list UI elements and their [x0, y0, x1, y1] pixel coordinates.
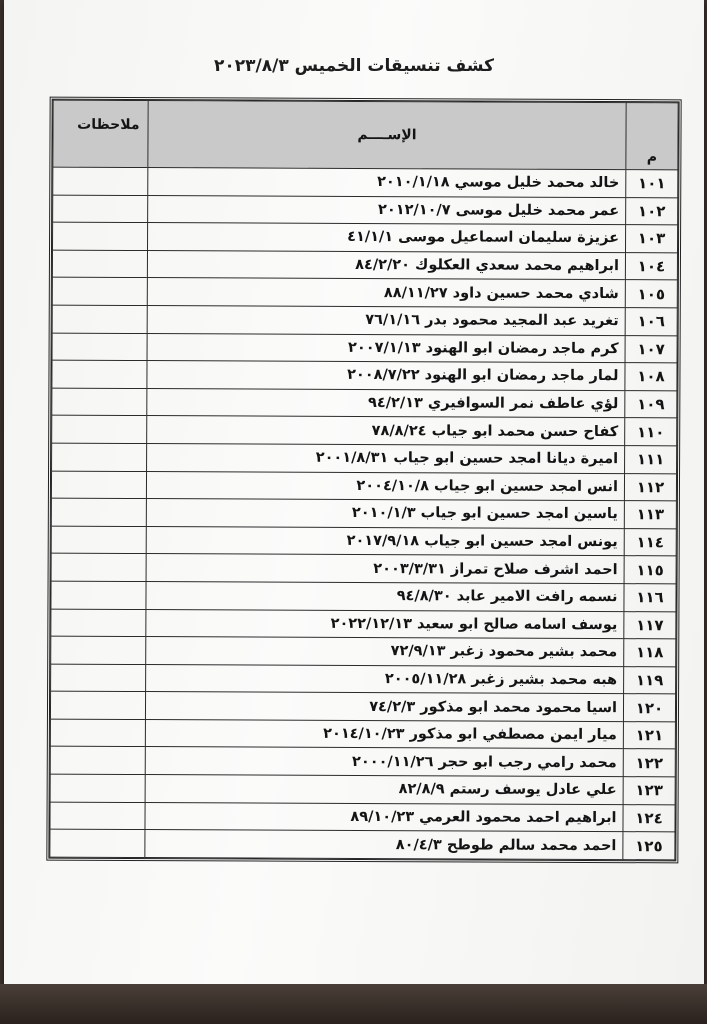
row-name-date: يونس امجد حسين ابو جياب ٢٠١٧/٩/١٨ — [146, 526, 624, 556]
row-notes — [52, 360, 147, 388]
row-notes — [50, 719, 145, 747]
table-row — [52, 333, 677, 363]
table-row — [51, 471, 676, 501]
table-header-row — [53, 100, 678, 170]
row-notes — [50, 691, 145, 719]
row-number: ١١٧ — [624, 611, 676, 639]
row-name-date: محمد رامي رجب ابو حجر ٢٠٠٠/١١/٢٦ — [145, 747, 623, 777]
row-number: ١٢٥ — [623, 832, 675, 860]
row-number: ١١٥ — [624, 556, 676, 584]
row-notes — [53, 167, 148, 195]
table-row — [51, 498, 676, 528]
row-notes — [52, 250, 147, 278]
background-surface — [0, 984, 707, 1024]
document-title: كشف تنسيقات الخميس ٢٠٢٣/٨/٣ — [214, 56, 494, 76]
header-name: الإســــم — [148, 101, 626, 170]
row-name-date: تغريد عبد المجيد محمود بدر ٧٦/١/١٦ — [147, 306, 625, 336]
row-name-date: علي عادل يوسف رستم ٨٢/٨/٩ — [145, 775, 623, 805]
table-row — [52, 360, 677, 390]
table-row — [51, 526, 676, 556]
row-name-date: احمد محمد سالم طوطح ٨٠/٤/٣ — [145, 830, 623, 860]
row-name-date: يوسف اسامه صالح ابو سعيد ٢٠٢٢/١٢/١٣ — [146, 609, 624, 639]
row-name-date: احمد اشرف صلاح تمراز ٢٠٠٣/٣/٣١ — [146, 554, 624, 584]
names-table — [49, 100, 678, 861]
row-notes — [51, 581, 146, 609]
row-number: ١١٨ — [624, 639, 676, 667]
table-row — [50, 774, 675, 804]
row-number: ١٢١ — [623, 722, 675, 750]
row-number: ١٢٤ — [623, 804, 675, 832]
table-body — [50, 167, 678, 860]
row-number: ١٠١ — [626, 170, 678, 198]
row-number: ١١٦ — [624, 584, 676, 612]
row-number: ١٢٠ — [623, 694, 675, 722]
table-row — [50, 802, 675, 832]
table-row — [51, 664, 676, 694]
row-number: ١١٠ — [625, 418, 677, 446]
row-notes — [52, 388, 147, 416]
row-number: ١١١ — [625, 446, 677, 474]
row-name-date: عمر محمد خليل موسى ٢٠١٢/١٠/٧ — [148, 195, 626, 225]
row-notes — [52, 278, 147, 306]
row-notes — [50, 747, 145, 775]
names-table-frame — [46, 97, 681, 864]
row-notes — [51, 498, 146, 526]
row-notes — [51, 636, 146, 664]
table-row — [52, 305, 677, 335]
row-number: ١١٣ — [624, 501, 676, 529]
row-name-date: كفاح حسن محمد ابو جياب ٧٨/٨/٢٤ — [147, 416, 625, 446]
row-name-date: لمار ماجد رمضان ابو الهنود ٢٠٠٨/٧/٢٢ — [147, 361, 625, 391]
table-row — [51, 636, 676, 666]
row-number: ١٠٩ — [625, 390, 677, 418]
row-number: ١١٤ — [624, 528, 676, 556]
row-notes — [50, 802, 145, 830]
header-number: م — [626, 103, 678, 170]
row-name-date: هبه محمد بشير زغبر ٢٠٠٥/١١/٢٨ — [146, 664, 624, 694]
table-row — [53, 167, 678, 197]
table-row — [50, 747, 675, 777]
row-name-date: ابراهيم محمد سعدي العكلوك ٨٤/٢/٢٠ — [147, 250, 625, 280]
row-name-date: ابراهيم احمد محمود العرمي ٨٩/١٠/٢٣ — [145, 802, 623, 832]
table-row — [52, 415, 677, 445]
table-row — [51, 553, 676, 583]
row-name-date: ياسين امجد حسين ابو جياب ٢٠١٠/١/٣ — [146, 499, 624, 529]
row-notes — [52, 415, 147, 443]
row-notes — [51, 471, 146, 499]
row-number: ١٠٦ — [625, 308, 677, 336]
row-name-date: كرم ماجد رمضان ابو الهنود ٢٠٠٧/١/١٣ — [147, 333, 625, 363]
row-notes — [51, 553, 146, 581]
row-notes — [51, 609, 146, 637]
table-row — [52, 250, 677, 280]
row-name-date: نسمه رافت الامير عابد ٩٤/٨/٣٠ — [146, 581, 624, 611]
row-number: ١٢٢ — [623, 749, 675, 777]
table-row — [50, 829, 675, 859]
row-notes — [53, 195, 148, 223]
row-notes — [52, 305, 147, 333]
paper-sheet — [4, 0, 704, 1004]
row-number: ١٠٣ — [625, 225, 677, 253]
row-name-date: اميرة ديانا امجد حسين ابو جياب ٢٠٠١/٨/٣١ — [147, 443, 625, 473]
row-notes — [50, 829, 145, 857]
row-name-date: محمد بشير محمود زغبر ٧٢/٩/١٣ — [146, 637, 624, 667]
row-name-date: انس امجد حسين ابو جياب ٢٠٠٤/١٠/٨ — [146, 471, 624, 501]
header-notes: ملاحظات — [53, 100, 148, 167]
row-number: ١٠٤ — [625, 252, 677, 280]
row-name-date: شادي محمد حسين داود ٨٨/١١/٢٧ — [147, 278, 625, 308]
row-name-date: خالد محمد خليل موسي ٢٠١٠/١/١٨ — [148, 168, 626, 198]
row-notes — [52, 443, 147, 471]
table-row — [52, 388, 677, 418]
row-notes — [51, 526, 146, 554]
row-number: ١٠٢ — [626, 197, 678, 225]
table-row — [51, 581, 676, 611]
row-number: ١١٢ — [624, 473, 676, 501]
row-notes — [50, 774, 145, 802]
table-row — [53, 195, 678, 225]
table-row — [50, 691, 675, 721]
row-number: ١٢٣ — [623, 777, 675, 805]
table-row — [51, 609, 676, 639]
row-name-date: لؤي عاطف نمر السوافيري ٩٤/٢/١٣ — [147, 388, 625, 418]
table-row — [50, 719, 675, 749]
row-number: ١١٩ — [624, 666, 676, 694]
row-name-date: عزيزة سليمان اسماعيل موسى ٤١/١/١ — [147, 223, 625, 253]
row-notes — [53, 222, 148, 250]
row-number: ١٠٧ — [625, 335, 677, 363]
row-notes — [52, 333, 147, 361]
table-row — [53, 222, 678, 252]
table-row — [52, 278, 677, 308]
row-number: ١٠٨ — [625, 363, 677, 391]
row-number: ١٠٥ — [625, 280, 677, 308]
row-name-date: اسيا محمود محمد ابو مذكور ٧٤/٢/٣ — [145, 692, 623, 722]
row-name-date: ميار ايمن مصطفي ابو مذكور ٢٠١٤/١٠/٢٣ — [145, 719, 623, 749]
table-row — [52, 443, 677, 473]
row-notes — [51, 664, 146, 692]
